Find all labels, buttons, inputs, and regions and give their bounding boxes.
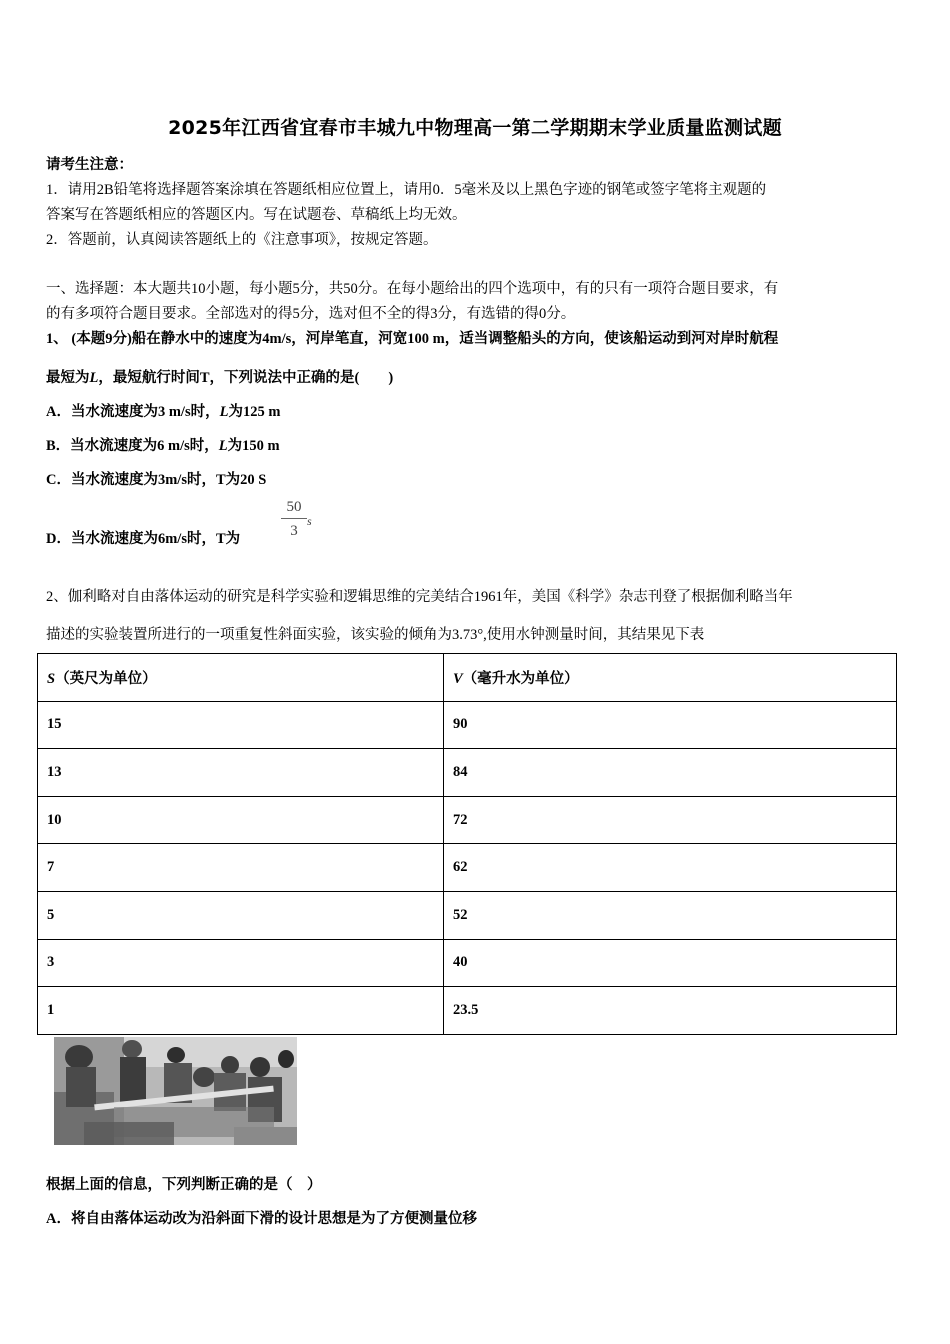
table-row xyxy=(38,844,897,892)
notice-heading: 请考生注意： xyxy=(46,157,133,173)
table-cell-s: 3 xyxy=(38,939,444,987)
q1-option-a-text: A．当水流速度为3 m/s时， xyxy=(46,404,220,420)
variable-L: L xyxy=(89,370,99,386)
table-cell-v: 90 xyxy=(444,701,897,749)
q2-option-a: A．将自由落体运动改为沿斜面下滑的设计思想是为了方便测量位移 xyxy=(46,1211,477,1227)
q2-question: 根据上面的信息，下列判断正确的是（ ） xyxy=(46,1177,322,1193)
q1-option-b-text: B．当水流速度为6 m/s时， xyxy=(46,438,219,454)
fraction-unit: s xyxy=(307,514,312,528)
notice-line-2: 答案写在答题纸相应的答题区内。写在试题卷、草稿纸上均无效。 xyxy=(46,207,467,223)
variable-L: L xyxy=(219,404,229,420)
q1-option-b-value: 为150 m xyxy=(227,438,280,454)
table-cell-v: 52 xyxy=(444,891,897,939)
table-row xyxy=(38,701,897,749)
variable-S: S xyxy=(47,670,56,687)
table-cell-v: 23.5 xyxy=(444,987,897,1035)
results-table xyxy=(37,653,897,1035)
table-cell-v: 62 xyxy=(444,844,897,892)
variable-L: L xyxy=(218,438,228,454)
table-header-v-unit: （毫升水为单位） xyxy=(462,670,579,687)
table-cell-v: 40 xyxy=(444,939,897,987)
fraction-numerator: 50 xyxy=(281,498,307,519)
table-row xyxy=(38,939,897,987)
notice-line-3: 2．答题前，认真阅读答题纸上的《注意事项》，按规定答题。 xyxy=(46,232,438,248)
q2-stem-line-2: 描述的实验装置所进行的一项重复性斜面实验，该实验的倾角为3.73°,使用水钟测量时间，其结果见下表 xyxy=(46,627,705,643)
table-cell-v: 84 xyxy=(444,749,897,797)
table-cell-v: 72 xyxy=(444,796,897,844)
variable-V: V xyxy=(453,670,463,687)
table-row xyxy=(38,891,897,939)
q1-option-a-value: 为125 m xyxy=(228,404,281,420)
q1-stem-line-2 xyxy=(46,366,393,387)
table-header-row xyxy=(38,654,897,702)
section-intro-line-1: 一、选择题：本大题共10小题，每小题5分，共50分。在每小题给出的四个选项中，有的只有一项符合题目要求，有 xyxy=(46,281,779,297)
q2-stem-line-1: 2、伽利略对自由落体运动的研究是科学实验和逻辑思维的完美结合1961年，美国《科学》杂志刊登了根据伽利略当年 xyxy=(46,589,793,605)
experiment-photo xyxy=(54,1037,297,1145)
q1-stem-text-b: ，最短航行时间T，下列说法中正确的是( ) xyxy=(98,370,394,386)
fraction-denominator: 3 xyxy=(290,523,298,539)
table-header-v xyxy=(444,654,897,702)
table-row xyxy=(38,749,897,797)
table-row xyxy=(38,796,897,844)
table-cell-s: 1 xyxy=(38,987,444,1035)
table-header-s-unit: （英尺为单位） xyxy=(55,670,157,687)
q1-stem-text-a: 最短为 xyxy=(46,370,90,386)
table-cell-s: 5 xyxy=(38,891,444,939)
table-cell-s: 7 xyxy=(38,844,444,892)
table-row xyxy=(38,987,897,1035)
notice-line-1: 1．请用2B铅笔将选择题答案涂填在答题纸相应位置上，请用0．5毫米及以上黑色字迹的钢笔或签字笔将主观题的 xyxy=(46,182,767,198)
page-title: 2025年江西省宜春市丰城九中物理高一第二学期期末学业质量监测试题 xyxy=(168,117,782,139)
section-intro-line-2: 的有多项符合题目要求。全部选对的得5分，选对但不全的得3分，有选错的得0分。 xyxy=(46,306,576,322)
q1-option-b xyxy=(46,434,280,455)
fraction-50-over-3 xyxy=(281,498,307,541)
table-header-s xyxy=(38,654,444,702)
q1-option-a xyxy=(46,400,280,421)
q1-option-c: C．当水流速度为3m/s时，T为20 S xyxy=(46,472,267,488)
q1-stem-line-1: 1、 (本题9分)船在静水中的速度为4m/s，河岸笔直，河宽100 m，适当调整船头的方向，使该船运动到河对岸时航程 xyxy=(46,331,779,347)
table-cell-s: 15 xyxy=(38,701,444,749)
table-cell-s: 13 xyxy=(38,749,444,797)
table-cell-s: 10 xyxy=(38,796,444,844)
q1-option-d: D．当水流速度为6m/s时，T为 xyxy=(46,531,241,547)
